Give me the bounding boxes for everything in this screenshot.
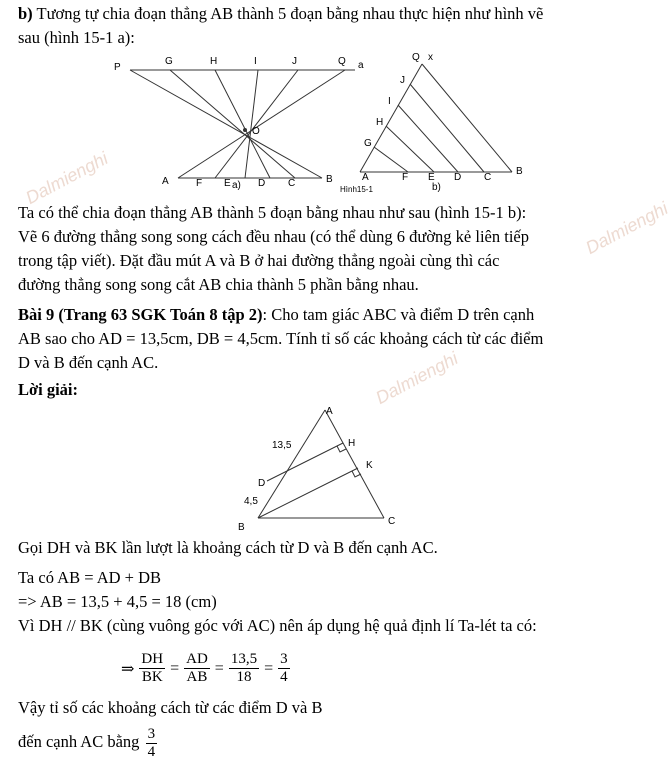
- label-a-b: A: [362, 172, 369, 183]
- part-b-line2: sau (hình 15-1 a):: [18, 28, 135, 47]
- label-x: x: [428, 52, 433, 63]
- sol-line6-text: đến cạnh AC bằng: [18, 732, 140, 751]
- label-d-b: D: [454, 172, 462, 183]
- equation-ratio: ⇒ $\frac{DH}{BK}$ = $\frac{AD}{AB}$ = $\frac{13,5}{18}$ = $\frac{3}{4}$: [121, 651, 288, 685]
- tri-label-13-5: 13,5: [272, 440, 292, 451]
- label-c: C: [288, 178, 296, 189]
- watermark: Dalmienghi: [22, 148, 112, 209]
- sol-line2: Ta có AB = AD + DB: [18, 568, 162, 587]
- tri-label-4-5: 4,5: [244, 496, 258, 507]
- tri-label-h: H: [348, 438, 356, 449]
- sol-line6: [18, 722, 618, 762]
- label-q: Q: [338, 56, 346, 67]
- side-ac: [325, 410, 384, 518]
- caption-hinh: Hình15-1: [340, 185, 373, 194]
- para1-line3: trong tập viết). Đặt đầu mút A và B ở hai đường thẳng ngoài cùng thì các: [18, 251, 500, 270]
- bai9-text1: : Cho tam giác ABC và điểm D trên cạnh: [262, 305, 535, 324]
- label-e-b: E: [428, 172, 435, 183]
- bai9-title: Bài 9 (Trang 63 SGK Toán 8 tập 2): [18, 305, 263, 324]
- watermark: Dalmienghi: [372, 348, 462, 409]
- para1-line2: Vẽ 6 đường thẳng song song cách đều nhau (có thể dùng 6 đường kẻ liên tiếp: [18, 227, 529, 246]
- implies-symbol: ⇒: [121, 660, 135, 678]
- figure-a-lines: [130, 70, 355, 178]
- label-h: H: [210, 56, 218, 67]
- label-o: O: [252, 126, 260, 137]
- figure-b-labels: [340, 52, 523, 194]
- label-i: I: [254, 56, 257, 67]
- sol-line5: Vậy tỉ số các khoảng cách từ các điểm D và B: [18, 698, 323, 717]
- figure-15-1: [0, 48, 630, 198]
- triangle-figure: [228, 402, 408, 532]
- point-o: [243, 128, 247, 132]
- tri-label-a: A: [326, 406, 333, 417]
- label-g-b: G: [364, 138, 372, 149]
- label-f-b: F: [402, 172, 409, 183]
- label-h-b: H: [376, 117, 384, 128]
- para1-line1: Ta có thể chia đoạn thẳng AB thành 5 đoạn bằng nhau như sau (hình 15-1 b):: [18, 203, 527, 222]
- label-b-b: B: [516, 166, 523, 177]
- sol-line3: => AB = 13,5 + 4,5 = 18 (cm): [18, 592, 217, 611]
- label-d: D: [258, 178, 266, 189]
- para1-line4: đường thẳng song song cắt AB chia thành 5 phần bằng nhau.: [18, 275, 419, 294]
- label-q-b: Q: [412, 52, 420, 63]
- label-a-line: a: [358, 60, 364, 71]
- watermark: Dalmienghi: [582, 198, 672, 259]
- label-j: J: [292, 56, 297, 67]
- sol-line4: Vì DH // BK (cùng vuông góc với AC) nên áp dụng hệ quả định lí Ta-lét ta có:: [18, 616, 537, 635]
- label-i-b: I: [388, 96, 391, 107]
- part-b-text: Tương tự chia đoạn thẳng AB thành 5 đoạn bằng nhau thực hiện như hình vẽ: [36, 4, 544, 23]
- caption-b: b): [432, 182, 441, 193]
- loigiai-heading: Lời giải:: [18, 380, 79, 399]
- bai9-line3: D và B đến cạnh AC.: [18, 353, 159, 372]
- part-b-label: b): [18, 4, 33, 23]
- tri-label-b: B: [238, 522, 245, 533]
- tri-label-d: D: [258, 478, 266, 489]
- fraction-ad-ab: $\frac{AD}{AB}$: [186, 651, 208, 685]
- label-f: F: [196, 178, 203, 189]
- bai9-line1: [18, 303, 618, 327]
- fraction-13-5-18: $\frac{13,5}{18}$: [230, 651, 258, 685]
- label-c-b: C: [484, 172, 492, 183]
- bai9-line2: AB sao cho AD = 13,5cm, DB = 4,5cm. Tính tỉ số các khoảng cách từ các điểm: [18, 329, 544, 348]
- label-e: E: [224, 178, 231, 189]
- fraction-3-4: $\frac{3}{4}$: [280, 651, 288, 685]
- answer-fraction: $\frac{3}{4}$: [147, 725, 156, 760]
- label-p: P: [114, 62, 121, 73]
- tri-label-k: K: [366, 460, 373, 471]
- label-g: G: [165, 56, 173, 67]
- sol-line1: Gọi DH và BK lần lượt là khoảng cách từ D và B đến cạnh AC.: [18, 538, 438, 557]
- figure-a-labels: [114, 56, 364, 191]
- part-b-line1: [18, 2, 618, 26]
- fraction-dh-bk: $\frac{DH}{BK}$: [141, 651, 164, 685]
- label-j-b: J: [400, 75, 405, 86]
- label-b: B: [326, 174, 333, 185]
- caption-a: a): [232, 180, 241, 191]
- tri-label-c: C: [388, 516, 396, 527]
- label-a: A: [162, 176, 169, 187]
